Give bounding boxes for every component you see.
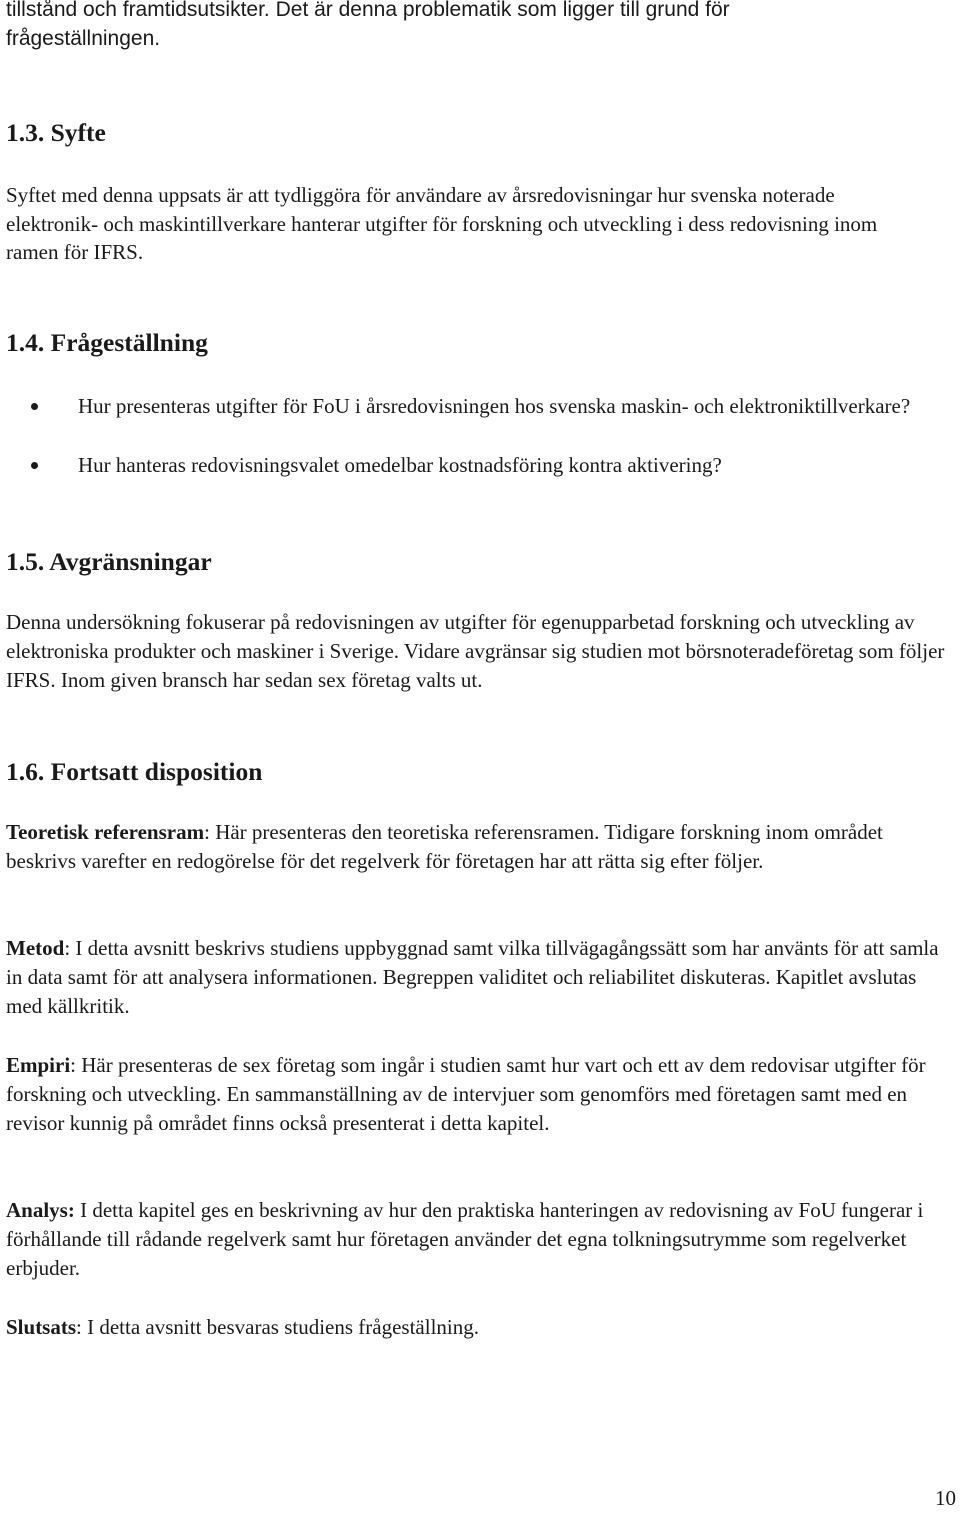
disposition-description: : Här presenteras den teoretiska referensramen. Tidigare forskning inom området beskrivs varefter en redogörelse för det regelverk för företagen har att rätta sig efter följer. [6,820,883,874]
disposition-term: Teoretisk referensram [6,820,205,844]
disposition-description: : I detta avsnitt besvaras studiens frågeställning. [76,1315,480,1339]
page-number: 10 [935,1486,956,1510]
disposition-term: Metod [6,936,65,960]
question-text: Hur presenteras utgifter för FoU i årsredovisningen hos svenska maskin- och elektroniktillverkare? [78,394,911,418]
disposition-item-metod [6,934,956,1022]
intro-line-2: frågeställningen. [6,27,161,50]
disposition-item-analys [6,1196,956,1284]
section-heading-fragestallning: 1.4. Frågeställning [6,328,208,357]
disposition-item-slutsats [6,1313,956,1342]
section-heading-avgransningar: 1.5. Avgränsningar [6,547,212,576]
disposition-description: : I detta avsnitt beskrivs studiens uppbyggnad samt vilka tillvägagångssätt som har använts för att samla in data samt för att analysera informationen. Begreppen validitet och reliabilitet diskuteras. Kapitlet avslutas med källkritik. [6,936,939,1019]
disposition-description: I detta kapitel ges en beskrivning av hur den praktiska hanteringen av redovisning av FoU fungerar i förhållande till rådande regelverk samt hur företagen använder det egna tolkningsutrymme som regelverket erbjuder. [6,1198,924,1281]
disposition-term: Empiri [6,1053,71,1077]
avgransningar-paragraph: Denna undersökning fokuserar på redovisningen av utgifter för egenupparbetad forskning och utveckling av elektroniska produkter och maskiner i Sverige. Vidare avgränsar sig studien mot börsnoteradeföretag som följer IFRS. Inom given bransch har sedan sex företag valts ut. [6,610,945,693]
syfte-paragraph: Syftet med denna uppsats är att tydliggöra för användare av årsredovisningar hur svenska noterade elektronik- och maskintillverkare hanterar utgifter för forskning och utveckling i dess redovisning inom ramen för IFRS. [6,183,878,264]
disposition-term: Slutsats [6,1315,77,1339]
disposition-item-teoretisk-referensram [6,818,956,876]
disposition-term: Analys: [6,1198,75,1222]
disposition-item-empiri [6,1051,956,1139]
question-list-item [48,392,928,421]
bullet-icon [31,462,38,469]
intro-line-1: tillstånd och framtidsutsikter. Det är denna problematik som ligger till grund för [6,0,730,21]
disposition-description: : Här presenteras de sex företag som ingår i studien samt hur vart och ett av dem redovisar utgifter för forskning och utveckling. En sammanställning av de intervjuer som genomförs med företagen samt med en revisor kunnig på området finns också presenterat i detta kapitel. [6,1053,926,1136]
bullet-icon [31,403,38,410]
question-list-item [48,451,928,480]
section-heading-disposition: 1.6. Fortsatt disposition [6,757,263,786]
question-text: Hur hanteras redovisningsvalet omedelbar kostnadsföring kontra aktivering? [78,453,722,477]
section-heading-syfte: 1.3. Syfte [6,118,106,147]
